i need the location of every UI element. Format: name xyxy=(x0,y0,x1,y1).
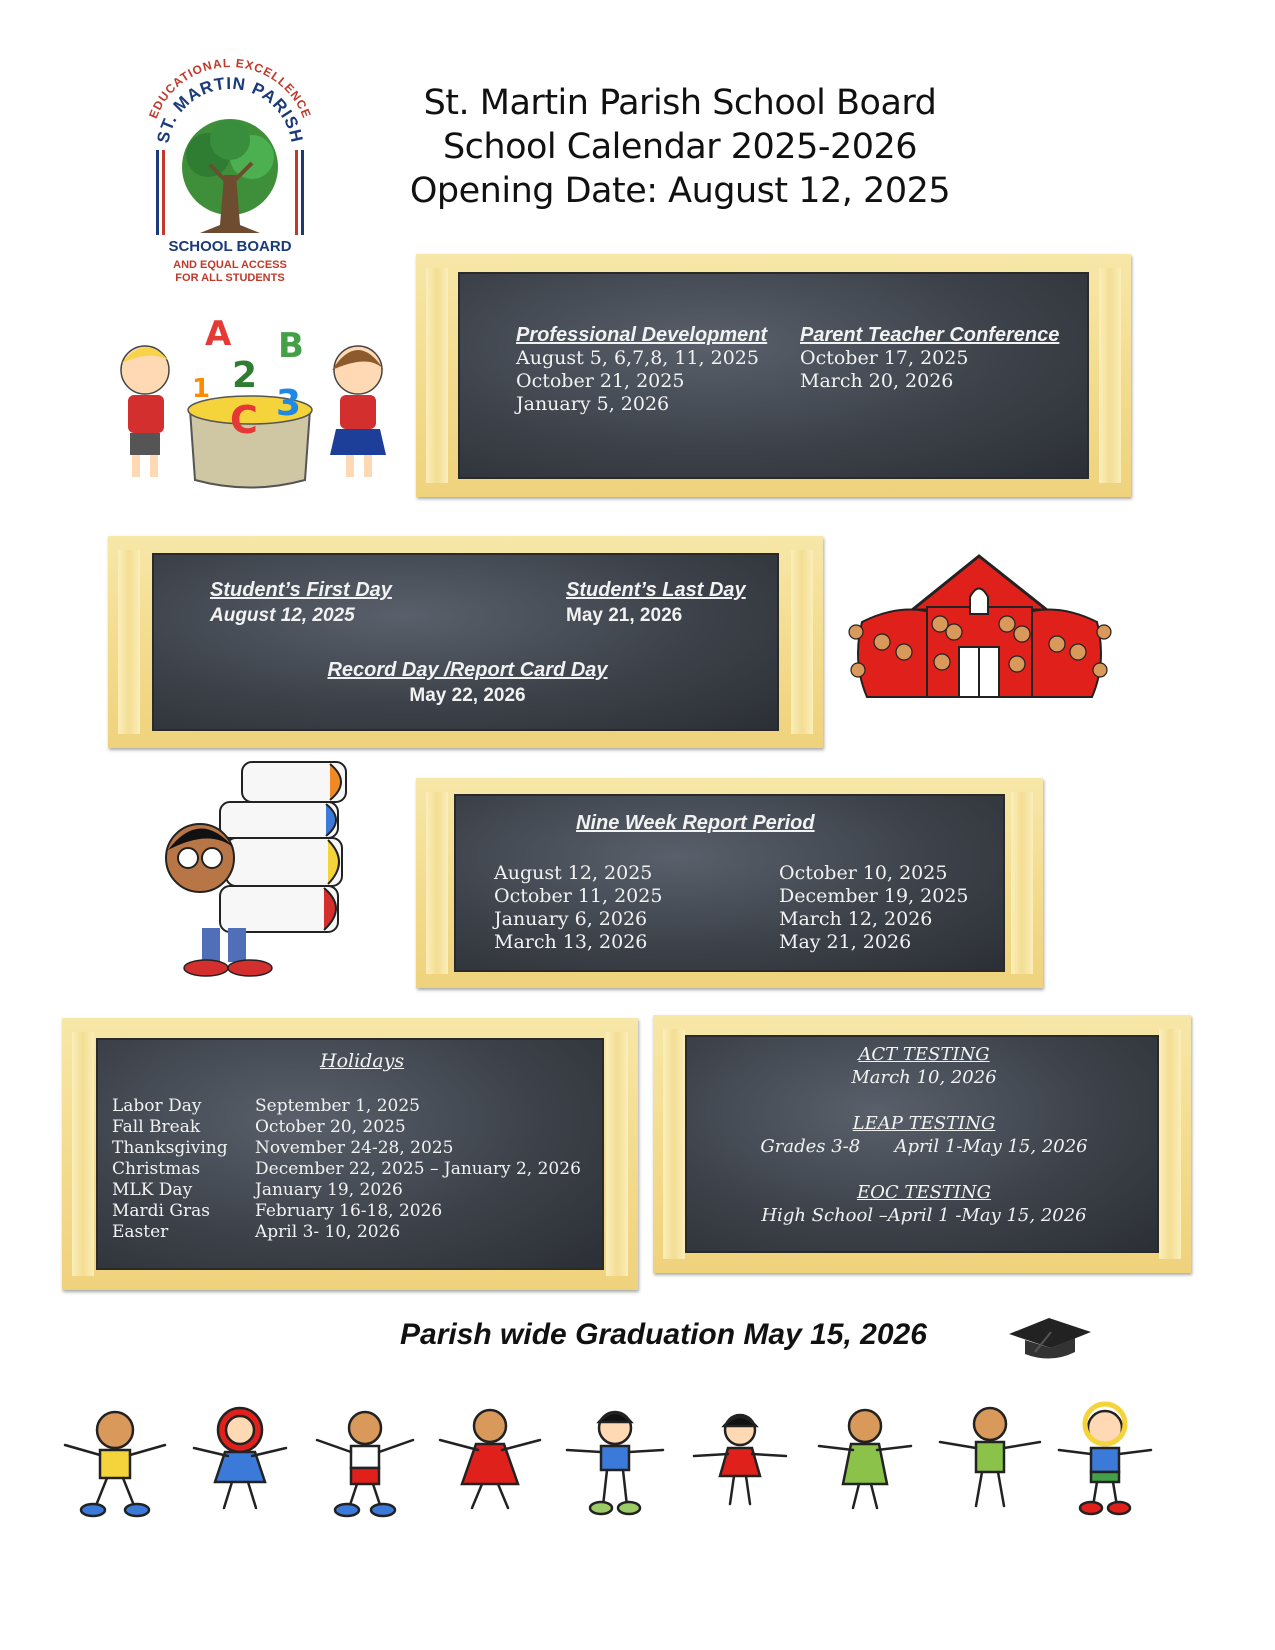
holiday-date-3: November 24-28, 2025 xyxy=(255,1138,454,1158)
board-holidays-frame xyxy=(62,1018,638,1290)
pd-date-2: October 21, 2025 xyxy=(516,370,685,392)
graduation-text: Parish wide Graduation May 15, 2026 xyxy=(400,1318,927,1351)
kids-row-icon xyxy=(40,1400,1170,1518)
board-holidays xyxy=(96,1038,604,1270)
holiday-name-1: Labor Day xyxy=(112,1096,202,1116)
first-day-heading: Student’s First Day xyxy=(210,579,392,601)
logo-tagline-1: AND EQUAL ACCESS xyxy=(173,259,287,271)
holidays-heading: Holidays xyxy=(320,1050,405,1072)
holiday-name-4: Christmas xyxy=(112,1159,201,1179)
title-line-2: School Calendar 2025-2026 xyxy=(442,127,918,167)
holiday-date-1: September 1, 2025 xyxy=(255,1096,420,1116)
board-professional-development xyxy=(458,272,1089,479)
nine-week-left-4: March 13, 2026 xyxy=(494,931,648,953)
logo-board-text: SCHOOL BOARD xyxy=(168,238,292,255)
schoolhouse-icon xyxy=(842,552,1117,702)
number-1: 1 xyxy=(192,374,211,404)
number-2: 2 xyxy=(232,355,258,396)
holiday-name-5: MLK Day xyxy=(112,1180,193,1200)
holiday-date-4: December 22, 2025 – January 2, 2026 xyxy=(255,1159,581,1179)
board-nine-week xyxy=(454,794,1005,972)
act-heading: ACT TESTING xyxy=(858,1044,990,1065)
first-day-date: August 12, 2025 xyxy=(210,605,355,626)
eoc-date: High School –April 1 -May 15, 2026 xyxy=(761,1205,1087,1226)
nine-week-right-2: December 19, 2025 xyxy=(779,885,969,907)
letter-a: A xyxy=(205,315,232,354)
holiday-name-6: Mardi Gras xyxy=(112,1201,210,1221)
graduation-cap-clipart xyxy=(1005,1312,1095,1362)
nine-week-left-1: August 12, 2025 xyxy=(494,862,653,884)
ptc-heading: Parent Teacher Conference xyxy=(800,324,1060,346)
act-date: March 10, 2026 xyxy=(851,1067,997,1088)
logo-arc-text: EDUCATIONAL EXCELLENCE xyxy=(146,55,314,121)
logo-emblem-icon xyxy=(140,55,320,290)
last-day-date: May 21, 2026 xyxy=(566,605,683,626)
holiday-name-7: Easter xyxy=(112,1222,169,1242)
record-day-heading: Record Day /Report Card Day xyxy=(327,659,608,681)
letter-c: C xyxy=(230,398,258,442)
pd-heading: Professional Development xyxy=(516,324,768,346)
board-nine-week-frame xyxy=(416,778,1043,988)
title-line-3: Opening Date: August 12, 2025 xyxy=(409,171,951,211)
nine-week-right-1: October 10, 2025 xyxy=(779,862,948,884)
board-testing-frame xyxy=(653,1015,1191,1273)
holiday-name-2: Fall Break xyxy=(112,1117,201,1137)
kid-books-icon xyxy=(150,758,360,983)
graduation-cap-icon xyxy=(1005,1312,1095,1362)
letter-b: B xyxy=(278,326,304,366)
holiday-date-2: October 20, 2025 xyxy=(255,1117,406,1137)
number-3: 3 xyxy=(276,383,302,424)
ptc-date-1: October 17, 2025 xyxy=(800,347,969,369)
last-day-heading: Student’s Last Day xyxy=(566,579,746,601)
board-testing xyxy=(685,1035,1159,1253)
board-professional-development-frame xyxy=(416,254,1131,497)
board-student-days xyxy=(152,553,779,731)
eoc-heading: EOC TESTING xyxy=(856,1182,992,1203)
holiday-date-6: February 16-18, 2026 xyxy=(255,1201,443,1221)
holiday-date-7: April 3- 10, 2026 xyxy=(255,1222,401,1242)
logo-name-text: ST. MARTIN PARISH xyxy=(153,73,307,145)
pd-date-3: January 5, 2026 xyxy=(516,393,670,415)
leap-date: Grades 3-8 April 1-May 15, 2026 xyxy=(760,1136,1088,1157)
logo-tagline-2: FOR ALL STUDENTS xyxy=(175,272,285,284)
kids-abc-clipart xyxy=(110,315,395,495)
ptc-date-2: March 20, 2026 xyxy=(800,370,954,392)
holiday-date-5: January 19, 2026 xyxy=(255,1180,403,1200)
holiday-name-3: Thanksgiving xyxy=(112,1138,228,1158)
board-student-days-frame xyxy=(108,536,823,748)
pd-date-1: August 5, 6,7,8, 11, 2025 xyxy=(516,347,759,369)
nine-week-right-4: May 21, 2026 xyxy=(779,931,912,953)
kids-row-clipart xyxy=(40,1400,1170,1518)
school-board-logo xyxy=(140,55,320,290)
kids-abc-icon xyxy=(110,315,395,495)
kid-with-books-clipart xyxy=(150,758,360,983)
title-line-1: St. Martin Parish School Board xyxy=(423,83,937,123)
leap-heading: LEAP TESTING xyxy=(852,1113,996,1134)
record-day-date: May 22, 2026 xyxy=(409,685,526,706)
nine-week-right-3: March 12, 2026 xyxy=(779,908,933,930)
nine-week-left-2: October 11, 2025 xyxy=(494,885,663,907)
nine-week-left-3: January 6, 2026 xyxy=(494,908,648,930)
nine-week-heading: Nine Week Report Period xyxy=(576,812,815,834)
schoolhouse-clipart xyxy=(842,552,1117,702)
